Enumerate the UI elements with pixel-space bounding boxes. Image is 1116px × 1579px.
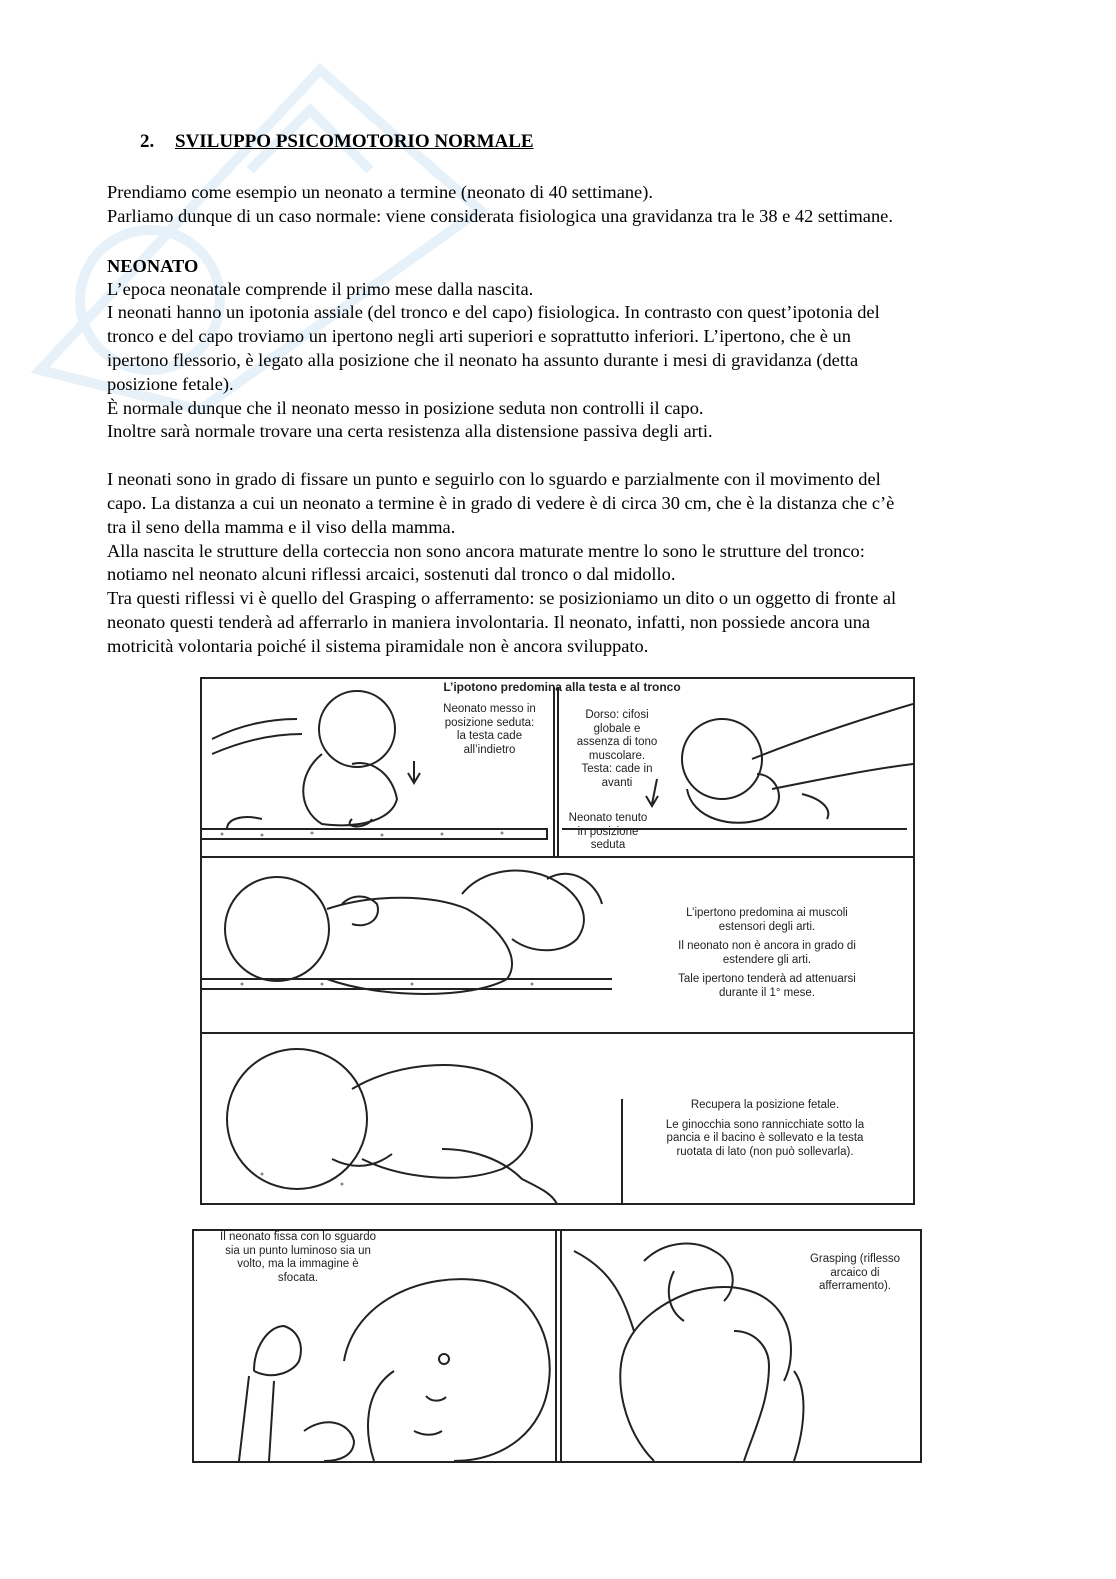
caption-line: muscolare. — [588, 749, 646, 762]
caption-line: Neonato messo in — [443, 703, 536, 715]
caption-line: all’indietro — [463, 743, 516, 756]
caption-line: la testa cade — [456, 730, 523, 742]
intro-line: Parliamo dunque di un caso normale: viene considerata fisiologica una gravidanza tra le 38 e 42 settimane. — [107, 205, 893, 226]
caption-line: assenza di tono — [576, 736, 658, 748]
caption-line: arcaico di — [830, 1266, 880, 1279]
caption-line: Neonato tenuto — [568, 812, 648, 824]
caption-line: volto, ma la immagine è — [237, 1258, 359, 1270]
caption-line: durante il 1° mese. — [718, 986, 815, 999]
caption-line: Recupera la posizione fetale. — [690, 1099, 840, 1111]
caption-line: estendere gli arti. — [722, 953, 812, 966]
paragraph-line: I neonati sono in grado di fissare un punto e seguirlo con lo sguardo e parzialmente con il movimento del — [107, 469, 881, 490]
caption-line: posizione seduta: — [444, 716, 535, 729]
section-title: SVILUPPO PSICOMOTORIO NORMALE — [175, 131, 534, 152]
caption-line: Il neonato non è ancora in grado di — [678, 940, 856, 952]
figure1-panel4-caption — [630, 1099, 900, 1159]
caption-line: pancia e il bacino è sollevato e la testa — [666, 1132, 864, 1144]
caption-line: sia un punto luminoso sia un — [225, 1244, 371, 1257]
figure1-panel2-bottom-caption — [564, 812, 652, 853]
caption-line: Il neonato fissa con lo sguardo — [220, 1231, 376, 1243]
caption-line: seduta — [590, 839, 626, 851]
intro-line: Prendiamo come esempio un neonato a termine (neonato di 40 settimane). — [107, 182, 653, 202]
caption-line: Grasping (riflesso — [809, 1253, 901, 1265]
caption-line: Tale ipertono tenderà ad attenuarsi — [678, 973, 856, 985]
paragraph-line: capo. La distanza a cui un neonato a termine è in grado di vedere è di circa 30 cm, che è la distanza che c’è — [107, 492, 895, 513]
caption-line: sfocata. — [277, 1271, 319, 1284]
figure1-title: L’ipotono predomina alla testa e al tronco — [443, 680, 681, 694]
figure1-panel2-top-caption — [567, 709, 667, 790]
caption-line: Testa: cade in — [581, 763, 653, 775]
paragraph-line: I neonati hanno un ipotonia assiale (del tronco e del capo) fisiologica. In contrasto con quest’ipotonia del — [107, 302, 880, 323]
figure1-panel3-caption — [642, 907, 892, 1000]
paragraph-line: posizione fetale). — [107, 373, 234, 394]
paragraph-line: L’epoca neonatale comprende il primo mese dalla nascita. — [107, 278, 534, 299]
document-body — [107, 131, 1007, 659]
section-number: 2. — [140, 131, 155, 152]
caption-line: Le ginocchia sono rannicchiate sotto la — [665, 1118, 865, 1131]
figure2-right-caption — [794, 1253, 916, 1294]
paragraph-line: tronco e del capo troviamo un ipertono negli arti superiori e soprattutto inferiori. L’ipertono, che è un — [107, 326, 851, 347]
section-heading — [140, 131, 1007, 153]
caption-line: afferramento). — [818, 1280, 891, 1292]
caption-line: estensori degli arti. — [718, 920, 816, 933]
figure-fixation-grasping — [192, 1229, 922, 1463]
figure1-panel1-caption — [427, 703, 552, 757]
paragraph-line: notiamo nel neonato alcuni riflessi arcaici, sostenuti dal tronco o dal midollo. — [107, 564, 676, 585]
caption-line: avanti — [601, 776, 633, 789]
figure2-left-caption — [198, 1231, 398, 1285]
caption-line: L’ipertono predomina ai muscoli — [686, 907, 848, 919]
paragraph-line: È normale dunque che il neonato messo in posizione seduta non controlli il capo. — [107, 397, 704, 418]
paragraph-line: Tra questi riflessi vi è quello del Grasping o afferramento: se posizioniamo un dito o un oggetto di fronte al — [107, 588, 897, 609]
paragraph-line: Alla nascita le strutture della corteccia non sono ancora maturate mentre lo sono le strutture del tronco: — [107, 540, 865, 561]
figure-neonatal-tone — [200, 677, 915, 1205]
caption-line: ruotata di lato (non può sollevarla). — [676, 1145, 854, 1158]
paragraph-line: Inoltre sarà normale trovare una certa resistenza alla distensione passiva degli arti. — [107, 421, 713, 442]
paragraph-line: neonato questi tenderà ad afferrarlo in maniera involontaria. Il neonato, infatti, non possiede ancora una — [107, 611, 871, 632]
paragraph-line: ipertono flessorio, è legato alla posizione che il neonato ha assunto durante i mesi di gravidanza (detta — [107, 349, 859, 370]
paragraph-line: motricità volontaria poiché il sistema piramidale non è ancora sviluppato. — [107, 635, 649, 656]
caption-line: globale e — [593, 722, 641, 735]
paragraph-line: tra il seno della mamma e il viso della mamma. — [107, 516, 456, 537]
caption-line: Dorso: cifosi — [585, 709, 649, 721]
caption-line: in posizione — [577, 825, 639, 838]
subheading-neonato: NEONATO — [107, 255, 199, 276]
